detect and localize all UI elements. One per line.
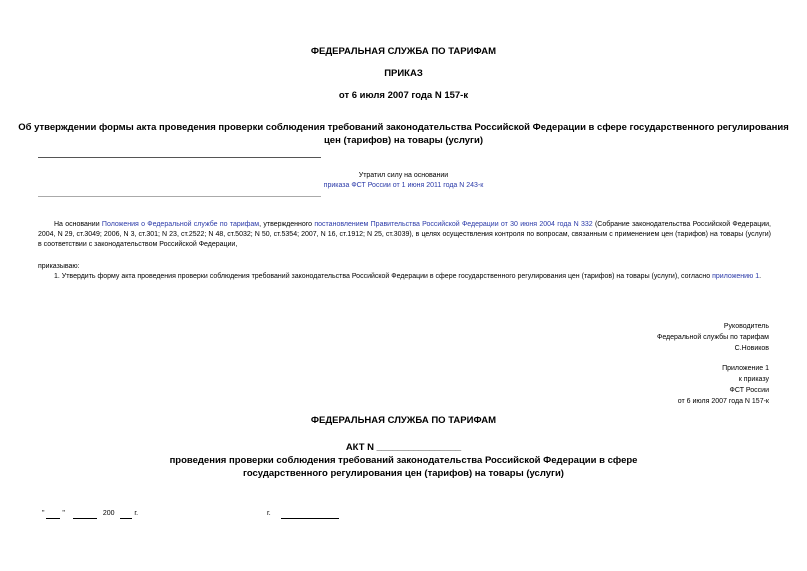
appendix-block: [678, 364, 769, 407]
order-command: приказываю:: [38, 263, 80, 270]
signature-name: С.Новиков: [734, 345, 769, 352]
title-line-1: Об утверждении формы акта проведения проверки соблюдения требований законодательства Российской Федерации в сфере государственного регулирования: [18, 122, 789, 133]
appendix-line-4: от 6 июля 2007 года N 157-к: [677, 398, 769, 405]
document-title: [0, 122, 807, 146]
act-date-line: [42, 509, 339, 519]
year-prefix: 200: [102, 510, 115, 517]
act-heading: [0, 442, 807, 479]
appendix-line-2: к приказу: [738, 376, 769, 383]
header-agency: ФЕДЕРАЛЬНАЯ СЛУЖБА ПО ТАРИФАМ: [310, 46, 497, 57]
act-number: АКТ N ________________: [345, 442, 462, 453]
order-item-1-text: 1. Утвердить форму акта проведения проверки соблюдения требований законодательства Российской Федерации в сфере государственного регулирования цен (тарифов) на товары (услуги), согласно: [54, 273, 711, 280]
divider-bottom: [38, 196, 321, 197]
city-blank[interactable]: [281, 518, 339, 519]
appendix-line-1: Приложение 1: [722, 365, 769, 372]
date-quote-close: ": [62, 510, 65, 517]
signature-line-2: Федеральной службы по тарифам: [657, 334, 769, 341]
header-doc-type: ПРИКАЗ: [384, 68, 423, 79]
status-note: [0, 171, 807, 191]
month-blank[interactable]: [73, 518, 97, 519]
signature-block: [657, 322, 769, 354]
header-date-number: от 6 июля 2007 года N 157-к: [338, 90, 469, 101]
act-title-line-1: проведения проверки соблюдения требований законодательства Российской Федерации в сфере: [169, 455, 638, 466]
preamble-paragraph: [38, 220, 771, 250]
status-link[interactable]: приказа ФСТ России от 1 июня 2011 года N 243-к: [323, 182, 484, 189]
appendix-1-link[interactable]: приложению 1: [712, 273, 760, 280]
year-suffix: г.: [134, 510, 139, 517]
title-line-2: цен (тарифов) на товары (услуги): [323, 135, 484, 146]
day-blank[interactable]: [46, 518, 60, 519]
signature-line-1: Руководитель: [723, 323, 769, 330]
appendix-line-3: ФСТ России: [729, 387, 769, 394]
city-label: г.: [267, 510, 271, 517]
preamble-prefix: На основании: [54, 221, 100, 228]
act-title-line-2: государственного регулирования цен (тарифов) на товары (услуги): [243, 468, 564, 479]
act-agency: ФЕДЕРАЛЬНАЯ СЛУЖБА ПО ТАРИФАМ: [310, 415, 497, 426]
year-blank[interactable]: [120, 518, 132, 519]
government-decree-link[interactable]: постановлением Правительства Российской Федерации от 30 июня 2004 года N 332: [314, 221, 593, 228]
preamble-mid: , утвержденного: [259, 221, 313, 228]
divider-top: [38, 157, 321, 158]
order-item-1: [38, 272, 771, 282]
date-quote-open: ": [42, 510, 45, 517]
order-item-1-end: .: [759, 273, 762, 280]
regulation-link[interactable]: Положения о Федеральной службе по тарифам: [101, 221, 260, 228]
preamble-rest: (Собрание законодательства Российской Федерации, 2004, N 29, ст.3049; 2006, N 3, ст.301; N 23, ст.2522; N 48, ст.5032; N 50, ст.5354; 2007, N 16, ст.1912; N 25, ст.3039), в целях осуществления контроля по вопросам, связанным с применением цен (тарифов) на товары (услуги) в соответствии с законодательством Российской Федерации,: [38, 221, 772, 248]
status-text: Утратил силу на основании: [358, 172, 449, 179]
